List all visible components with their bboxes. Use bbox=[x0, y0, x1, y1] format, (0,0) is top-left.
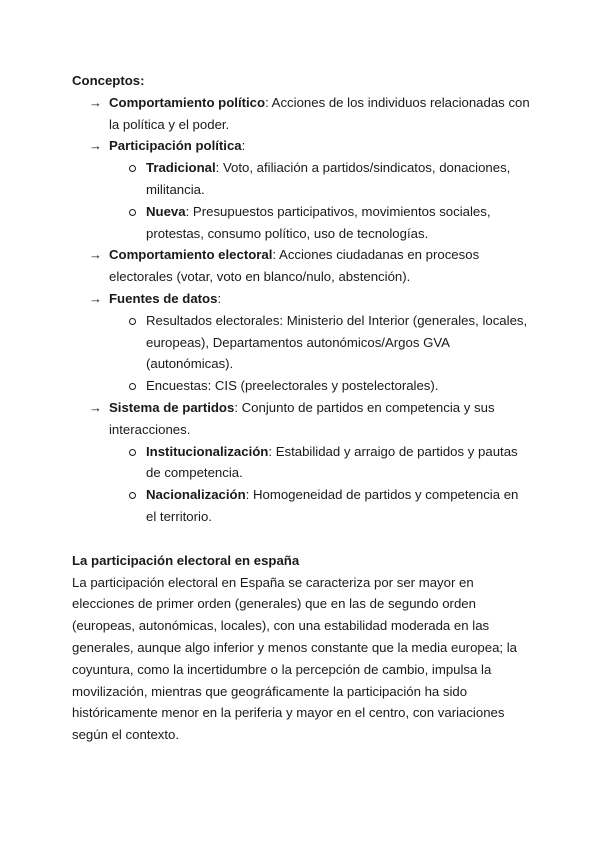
term: Comportamiento político bbox=[109, 94, 266, 110]
arrow-icon: → bbox=[89, 247, 102, 263]
document-page bbox=[72, 70, 532, 746]
sub-list-item bbox=[109, 201, 532, 245]
circle-bullet-icon bbox=[129, 318, 136, 325]
list-item bbox=[72, 288, 532, 397]
sub-list bbox=[109, 441, 532, 528]
section-participacion bbox=[72, 550, 532, 746]
definition: : bbox=[217, 290, 222, 306]
definition: : Acciones de los individuos relacionadas con la política y el poder. bbox=[109, 94, 530, 132]
definition: : Estabilidad y arraigo de partidos y pautas de competencia. bbox=[146, 443, 518, 481]
term: Comportamiento electoral bbox=[109, 247, 273, 263]
term: Sistema de partidos bbox=[109, 399, 235, 415]
definition: : Presupuestos participativos, movimientos sociales, protestas, consumo político, uso de tecnologías. bbox=[146, 203, 491, 241]
term: Nueva bbox=[146, 203, 186, 219]
term: Institucionalización bbox=[146, 443, 269, 459]
term: Participación política bbox=[109, 138, 242, 154]
definition: : Conjunto de partidos en competencia y sus interacciones. bbox=[109, 399, 495, 437]
circle-bullet-icon bbox=[129, 492, 136, 499]
section-paragraph: La participación electoral en España se caracteriza por ser mayor en elecciones de primer orden (generales) que en las de segundo orden (europeas, autonómicas, locales), con una estabilidad moderada en las generales, aunque algo inferior y menos constante que la media europea; la coyuntura, como la incertidumbre o la percepción de cambio, impulsa la movilización, mientras que geográficamente la participación ha sido históricamente menor en la periferia y mayor en el centro, con variaciones según el contexto. bbox=[72, 574, 518, 743]
sub-list-item bbox=[109, 484, 532, 528]
arrow-icon: → bbox=[89, 290, 102, 306]
arrow-icon: → bbox=[89, 399, 102, 415]
section-heading: La participación electoral en españa bbox=[72, 552, 300, 568]
definition: : bbox=[241, 138, 246, 154]
list-item bbox=[72, 397, 532, 528]
sub-list bbox=[109, 157, 532, 244]
sub-list bbox=[109, 310, 532, 397]
circle-bullet-icon bbox=[129, 209, 136, 216]
concepts-heading: Conceptos: bbox=[72, 73, 145, 88]
list-item bbox=[72, 244, 532, 288]
list-item bbox=[72, 135, 532, 244]
definition: : Homogeneidad de partidos y competencia en el territorio. bbox=[146, 487, 519, 524]
definition: : Acciones ciudadanas en procesos electorales (votar, voto en blanco/nulo, abstención). bbox=[109, 247, 480, 285]
sub-list-item bbox=[109, 157, 532, 201]
definition: Encuestas: CIS (preelectorales y postelectorales). bbox=[146, 378, 439, 394]
definition: : Voto, afiliación a partidos/sindicatos, donaciones, militancia. bbox=[146, 160, 511, 197]
term: Fuentes de datos bbox=[109, 290, 218, 306]
arrow-icon: → bbox=[89, 138, 102, 154]
sub-list-item bbox=[109, 310, 532, 375]
circle-bullet-icon bbox=[129, 165, 136, 172]
circle-bullet-icon bbox=[129, 449, 136, 456]
list-item bbox=[72, 92, 532, 136]
definition: Resultados electorales: Ministerio del Interior (generales, locales, europeas), Departamentos autonómicos/Argos GVA (autonómicas). bbox=[146, 312, 528, 372]
sub-list-item bbox=[109, 441, 532, 485]
term: Tradicional bbox=[146, 160, 216, 176]
arrow-icon: → bbox=[89, 94, 102, 110]
concepts-list bbox=[72, 92, 532, 528]
circle-bullet-icon bbox=[129, 383, 136, 390]
term: Nacionalización bbox=[146, 487, 246, 503]
sub-list-item bbox=[109, 375, 532, 397]
